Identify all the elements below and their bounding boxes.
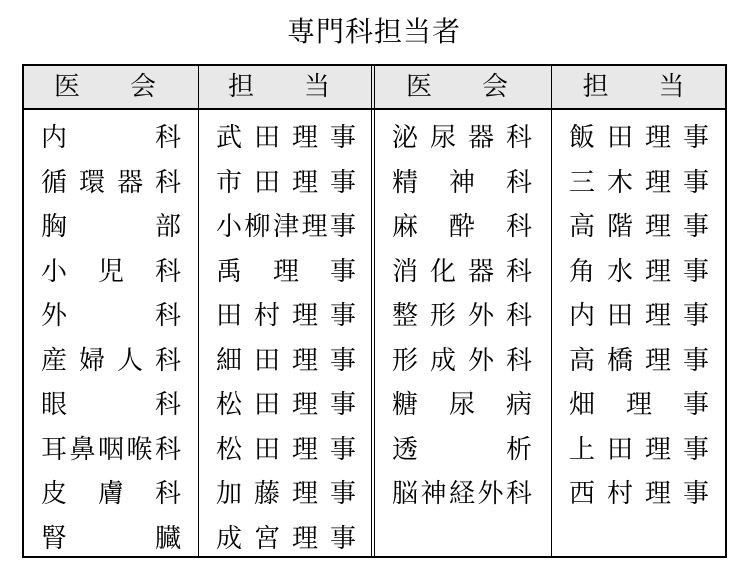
manager-cell: 武田理事 xyxy=(216,123,356,153)
department-cell: 外科 xyxy=(41,301,181,331)
department-cell: 脳神経外科 xyxy=(392,479,532,509)
department-cell: 皮膚科 xyxy=(41,479,181,509)
manager-cell: 細田理事 xyxy=(216,345,356,376)
manager-cell: 高階理事 xyxy=(569,212,709,242)
department-cell: 整形外科 xyxy=(392,301,532,331)
manager-cell: 西村理事 xyxy=(569,479,709,509)
left-departments-column xyxy=(41,116,181,561)
header-medical-association-left: 医 会 xyxy=(53,72,168,102)
department-cell: 小児科 xyxy=(41,256,181,287)
manager-cell: 市田理事 xyxy=(216,167,356,198)
department-cell: 内科 xyxy=(41,123,181,153)
right-managers-column xyxy=(569,116,709,517)
department-cell: 泌尿器科 xyxy=(392,123,532,153)
column-divider xyxy=(198,66,199,556)
manager-cell: 田村理事 xyxy=(216,301,356,331)
manager-cell: 成宮理事 xyxy=(216,523,356,554)
manager-cell: 飯田理事 xyxy=(569,123,709,153)
manager-cell: 松田理事 xyxy=(216,434,356,465)
department-cell: 耳鼻咽喉科 xyxy=(41,434,181,465)
department-cell: 形成外科 xyxy=(392,345,532,376)
department-cell: 胸部 xyxy=(41,212,181,242)
right-departments-column xyxy=(392,116,532,517)
department-cell: 眼科 xyxy=(41,390,181,420)
department-cell: 麻酔科 xyxy=(392,212,532,242)
department-cell: 産婦人科 xyxy=(41,345,181,376)
department-table xyxy=(22,64,727,558)
manager-cell: 松田理事 xyxy=(216,390,356,420)
header-manager-left: 担 当 xyxy=(227,72,342,102)
manager-cell: 高橋理事 xyxy=(569,345,709,376)
department-cell: 消化器科 xyxy=(392,256,532,287)
department-cell: 循環器科 xyxy=(41,167,181,198)
department-cell: 透析 xyxy=(392,434,532,465)
manager-cell: 内田理事 xyxy=(569,301,709,331)
manager-cell: 禹理事 xyxy=(216,256,356,287)
manager-cell: 三木理事 xyxy=(569,167,709,198)
header-manager-right: 担 当 xyxy=(582,72,697,102)
department-cell: 腎臓 xyxy=(41,523,181,554)
department-cell: 精神科 xyxy=(392,167,532,198)
column-divider xyxy=(551,66,552,556)
manager-cell: 上田理事 xyxy=(569,434,709,465)
header-medical-association-right: 医 会 xyxy=(405,72,520,102)
manager-cell: 角水理事 xyxy=(569,256,709,287)
left-managers-column xyxy=(216,116,356,561)
manager-cell: 小柳津理事 xyxy=(216,212,356,242)
department-cell: 糖尿病 xyxy=(392,390,532,420)
page-title: 専門科担当者 xyxy=(286,15,461,48)
center-double-divider xyxy=(371,66,375,556)
manager-cell: 加藤理事 xyxy=(216,479,356,509)
manager-cell: 畑理事 xyxy=(569,390,709,420)
